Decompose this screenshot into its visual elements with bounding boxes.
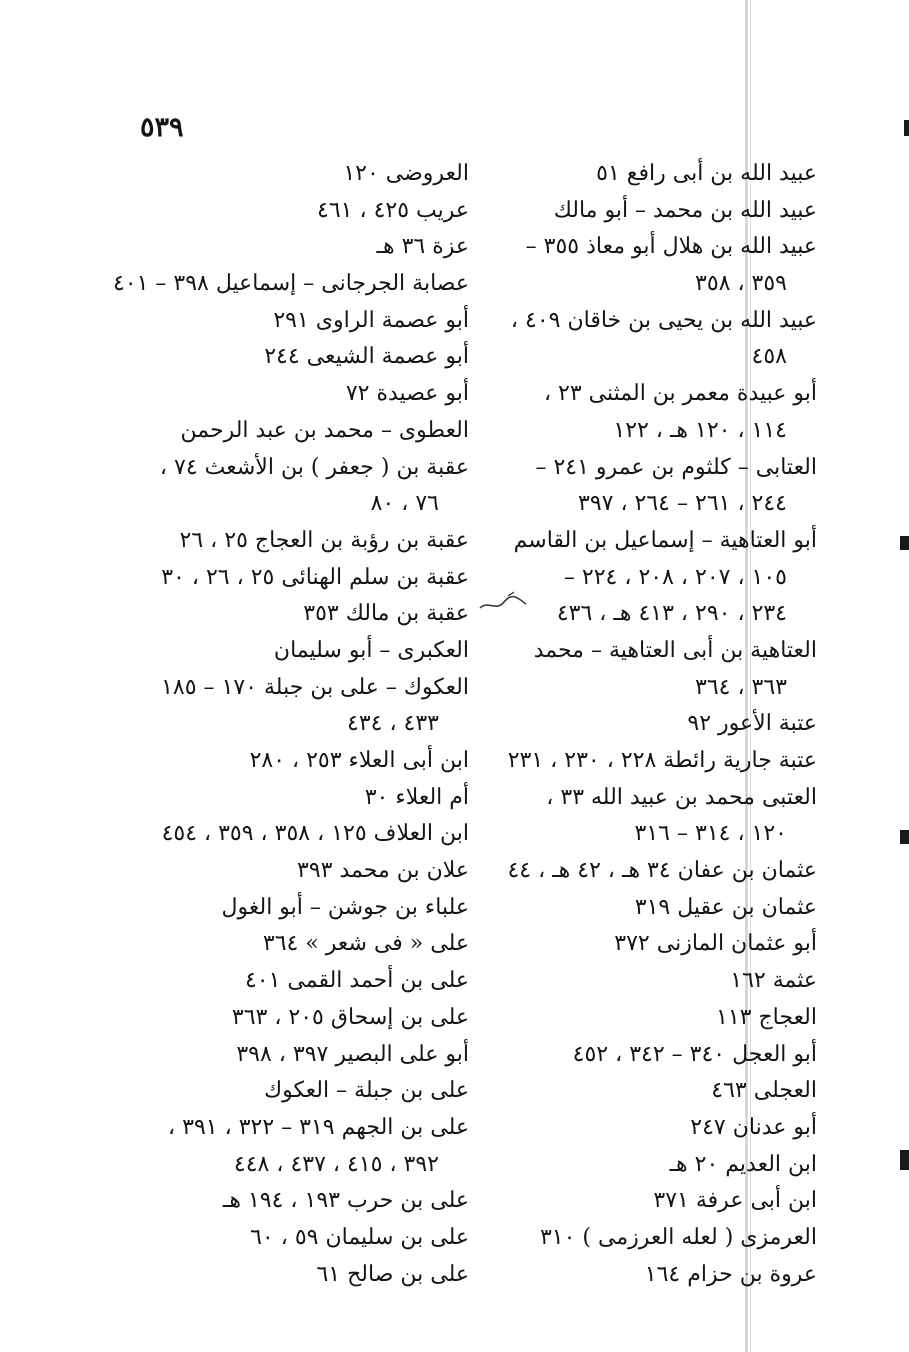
index-entry: العروضى ١٢٠ bbox=[343, 161, 469, 186]
index-entry: ٢٤٤ ، ٢٦١ – ٢٦٤ ، ٣٩٧ bbox=[578, 491, 787, 517]
index-entry: العتبى محمد بن عبيد الله ٣٣ ، bbox=[546, 784, 817, 810]
index-entry: عبيد الله بن محمد – أبو مالك bbox=[553, 197, 817, 223]
index-entry: ٤٣٣ ، ٤٣٤ bbox=[347, 711, 439, 737]
index-entry: ٣٥٩ ، ٣٥٨ bbox=[695, 271, 787, 297]
index-entry: عبيد الله بن هلال أبو معاذ ٣٥٥ – bbox=[525, 234, 817, 260]
index-entry: عثمان بن عقيل ٣١٩ bbox=[634, 894, 817, 920]
index-entry: ابن العديم ٢٠ هـ bbox=[669, 1151, 817, 1177]
index-entry: ١٠٥ ، ٢٠٧ ، ٢٠٨ ، ٢٢٤ – bbox=[563, 564, 787, 590]
index-entry: ابن أبى عرفة ٣٧١ bbox=[653, 1188, 817, 1214]
page-edge-mark bbox=[900, 536, 909, 550]
index-entry: عثمان بن عفان ٣٤ هـ ، ٤٢ هـ ، ٤٤ bbox=[507, 858, 817, 884]
index-entry: أبو عصمة الشيعى ٢٤٤ bbox=[264, 344, 469, 370]
index-entry: أبو العتاهية – إسماعيل بن القاسم bbox=[513, 527, 817, 553]
index-entry: العرمزى ( لعله العرزمى ) ٣١٠ bbox=[539, 1224, 817, 1250]
index-entry: ٢٣٤ ، ٢٩٠ ، ٤١٣ هـ ، ٤٣٦ bbox=[556, 601, 787, 627]
page-number: ٥٣٩ bbox=[140, 112, 184, 143]
index-entry: عتبة الأعور ٩٢ bbox=[687, 711, 817, 737]
index-entry: علباء بن جوشن – أبو الغول bbox=[221, 894, 469, 920]
index-entry: أبو عدنان ٢٤٧ bbox=[690, 1114, 817, 1140]
index-entry: عتبة جارية رائطة ٢٢٨ ، ٢٣٠ ، ٢٣١ bbox=[507, 748, 817, 773]
index-column-left bbox=[112, 156, 469, 1293]
page-edge-mark bbox=[904, 120, 909, 136]
handwritten-margin-mark bbox=[478, 590, 528, 616]
index-entry: عقبة بن ( جعفر ) بن الأشعث ٧٤ ، bbox=[159, 454, 469, 480]
index-entry: على بن جبلة – العكوك bbox=[264, 1078, 469, 1104]
index-entry: على بن الجهم ٣١٩ – ٣٢٢ ، ٣٩١ ، bbox=[168, 1114, 469, 1140]
index-entry: العكبرى – أبو سليمان bbox=[273, 637, 469, 663]
index-entry: أبو عثمان المازنى ٣٧٢ bbox=[614, 931, 817, 957]
index-entry: ابن العلاف ١٢٥ ، ٣٥٨ ، ٣٥٩ ، ٤٥٤ bbox=[161, 821, 469, 847]
index-entry: ٧٦ ، ٨٠ bbox=[370, 491, 439, 517]
index-entry: عريب ٤٢٥ ، ٤٦١ bbox=[317, 197, 469, 223]
index-entry: العجاج ١١٣ bbox=[716, 1004, 817, 1030]
index-entry: على بن إسحاق ٢٠٥ ، ٣٦٣ bbox=[231, 1004, 469, 1030]
index-entry: ١١٤ ، ١٢٠ هـ ، ١٢٢ bbox=[613, 417, 787, 443]
index-entry: ٣٦٣ ، ٣٦٤ bbox=[695, 674, 787, 700]
index-entry: على بن أحمد القمى ٤٠١ bbox=[244, 968, 469, 994]
index-entry: أبو عبيدة معمر بن المثنى ٢٣ ، bbox=[543, 381, 817, 407]
index-entry: أبو عصيدة ٧٢ bbox=[345, 381, 469, 407]
index-entry: أبو على البصير ٣٩٧ ، ٣٩٨ bbox=[236, 1041, 469, 1067]
index-entry: العجلى ٤٦٣ bbox=[711, 1078, 817, 1104]
index-entry: العطوى – محمد بن عبد الرحمن bbox=[180, 417, 469, 443]
index-entry: عقبة بن رؤبة بن العجاج ٢٥ ، ٢٦ bbox=[179, 527, 469, 553]
index-entry: على بن صالح ٦١ bbox=[316, 1261, 469, 1287]
index-entry: على بن سليمان ٥٩ ، ٦٠ bbox=[250, 1224, 469, 1250]
index-entry: عثمة ١٦٢ bbox=[730, 968, 817, 994]
index-entry: العتابى – كلثوم بن عمرو ٢٤١ – bbox=[535, 454, 817, 480]
index-entry: ٤٥٨ bbox=[751, 344, 787, 370]
page-edge-mark bbox=[900, 830, 909, 844]
index-entry: ١٢٠ ، ٣١٤ – ٣١٦ bbox=[634, 821, 787, 847]
index-entry: عقبة بن مالك ٣٥٣ bbox=[303, 601, 469, 627]
index-entry: أبو عصمة الراوى ٢٩١ bbox=[273, 307, 469, 333]
index-entry: أبو العجل ٣٤٠ – ٣٤٢ ، ٤٥٢ bbox=[572, 1041, 817, 1067]
index-entry: عبيد الله بن يحيى بن خاقان ٤٠٩ ، bbox=[510, 307, 817, 333]
index-entry: العكوك – على بن جبلة ١٧٠ – ١٨٥ bbox=[161, 674, 469, 700]
index-entry: على بن حرب ١٩٣ ، ١٩٤ هـ bbox=[222, 1188, 469, 1214]
index-entry: عقبة بن سلم الهنائى ٢٥ ، ٢٦ ، ٣٠ bbox=[161, 564, 469, 590]
index-entry: على « فى شعر » ٣٦٤ bbox=[262, 931, 469, 957]
index-entry: علان بن محمد ٣٩٣ bbox=[297, 858, 469, 884]
index-entry: العتاهية بن أبى العتاهية – محمد bbox=[533, 637, 817, 663]
index-column-right bbox=[507, 156, 817, 1293]
index-entry: ابن أبى العلاء ٢٥٣ ، ٢٨٠ bbox=[249, 748, 469, 773]
index-entry: عروة بن حزام ١٦٤ bbox=[644, 1261, 817, 1287]
index-entry: ٣٩٢ ، ٤١٥ ، ٤٣٧ ، ٤٤٨ bbox=[233, 1151, 439, 1177]
index-entry: عبيد الله بن أبى رافع ٥١ bbox=[596, 161, 817, 186]
index-entry: أم العلاء ٣٠ bbox=[364, 784, 469, 810]
index-entry: عصابة الجرجانى – إسماعيل ٣٩٨ – ٤٠١ bbox=[112, 271, 469, 297]
page-edge-mark bbox=[900, 1150, 909, 1170]
index-entry: عزة ٣٦ هـ bbox=[376, 234, 469, 260]
